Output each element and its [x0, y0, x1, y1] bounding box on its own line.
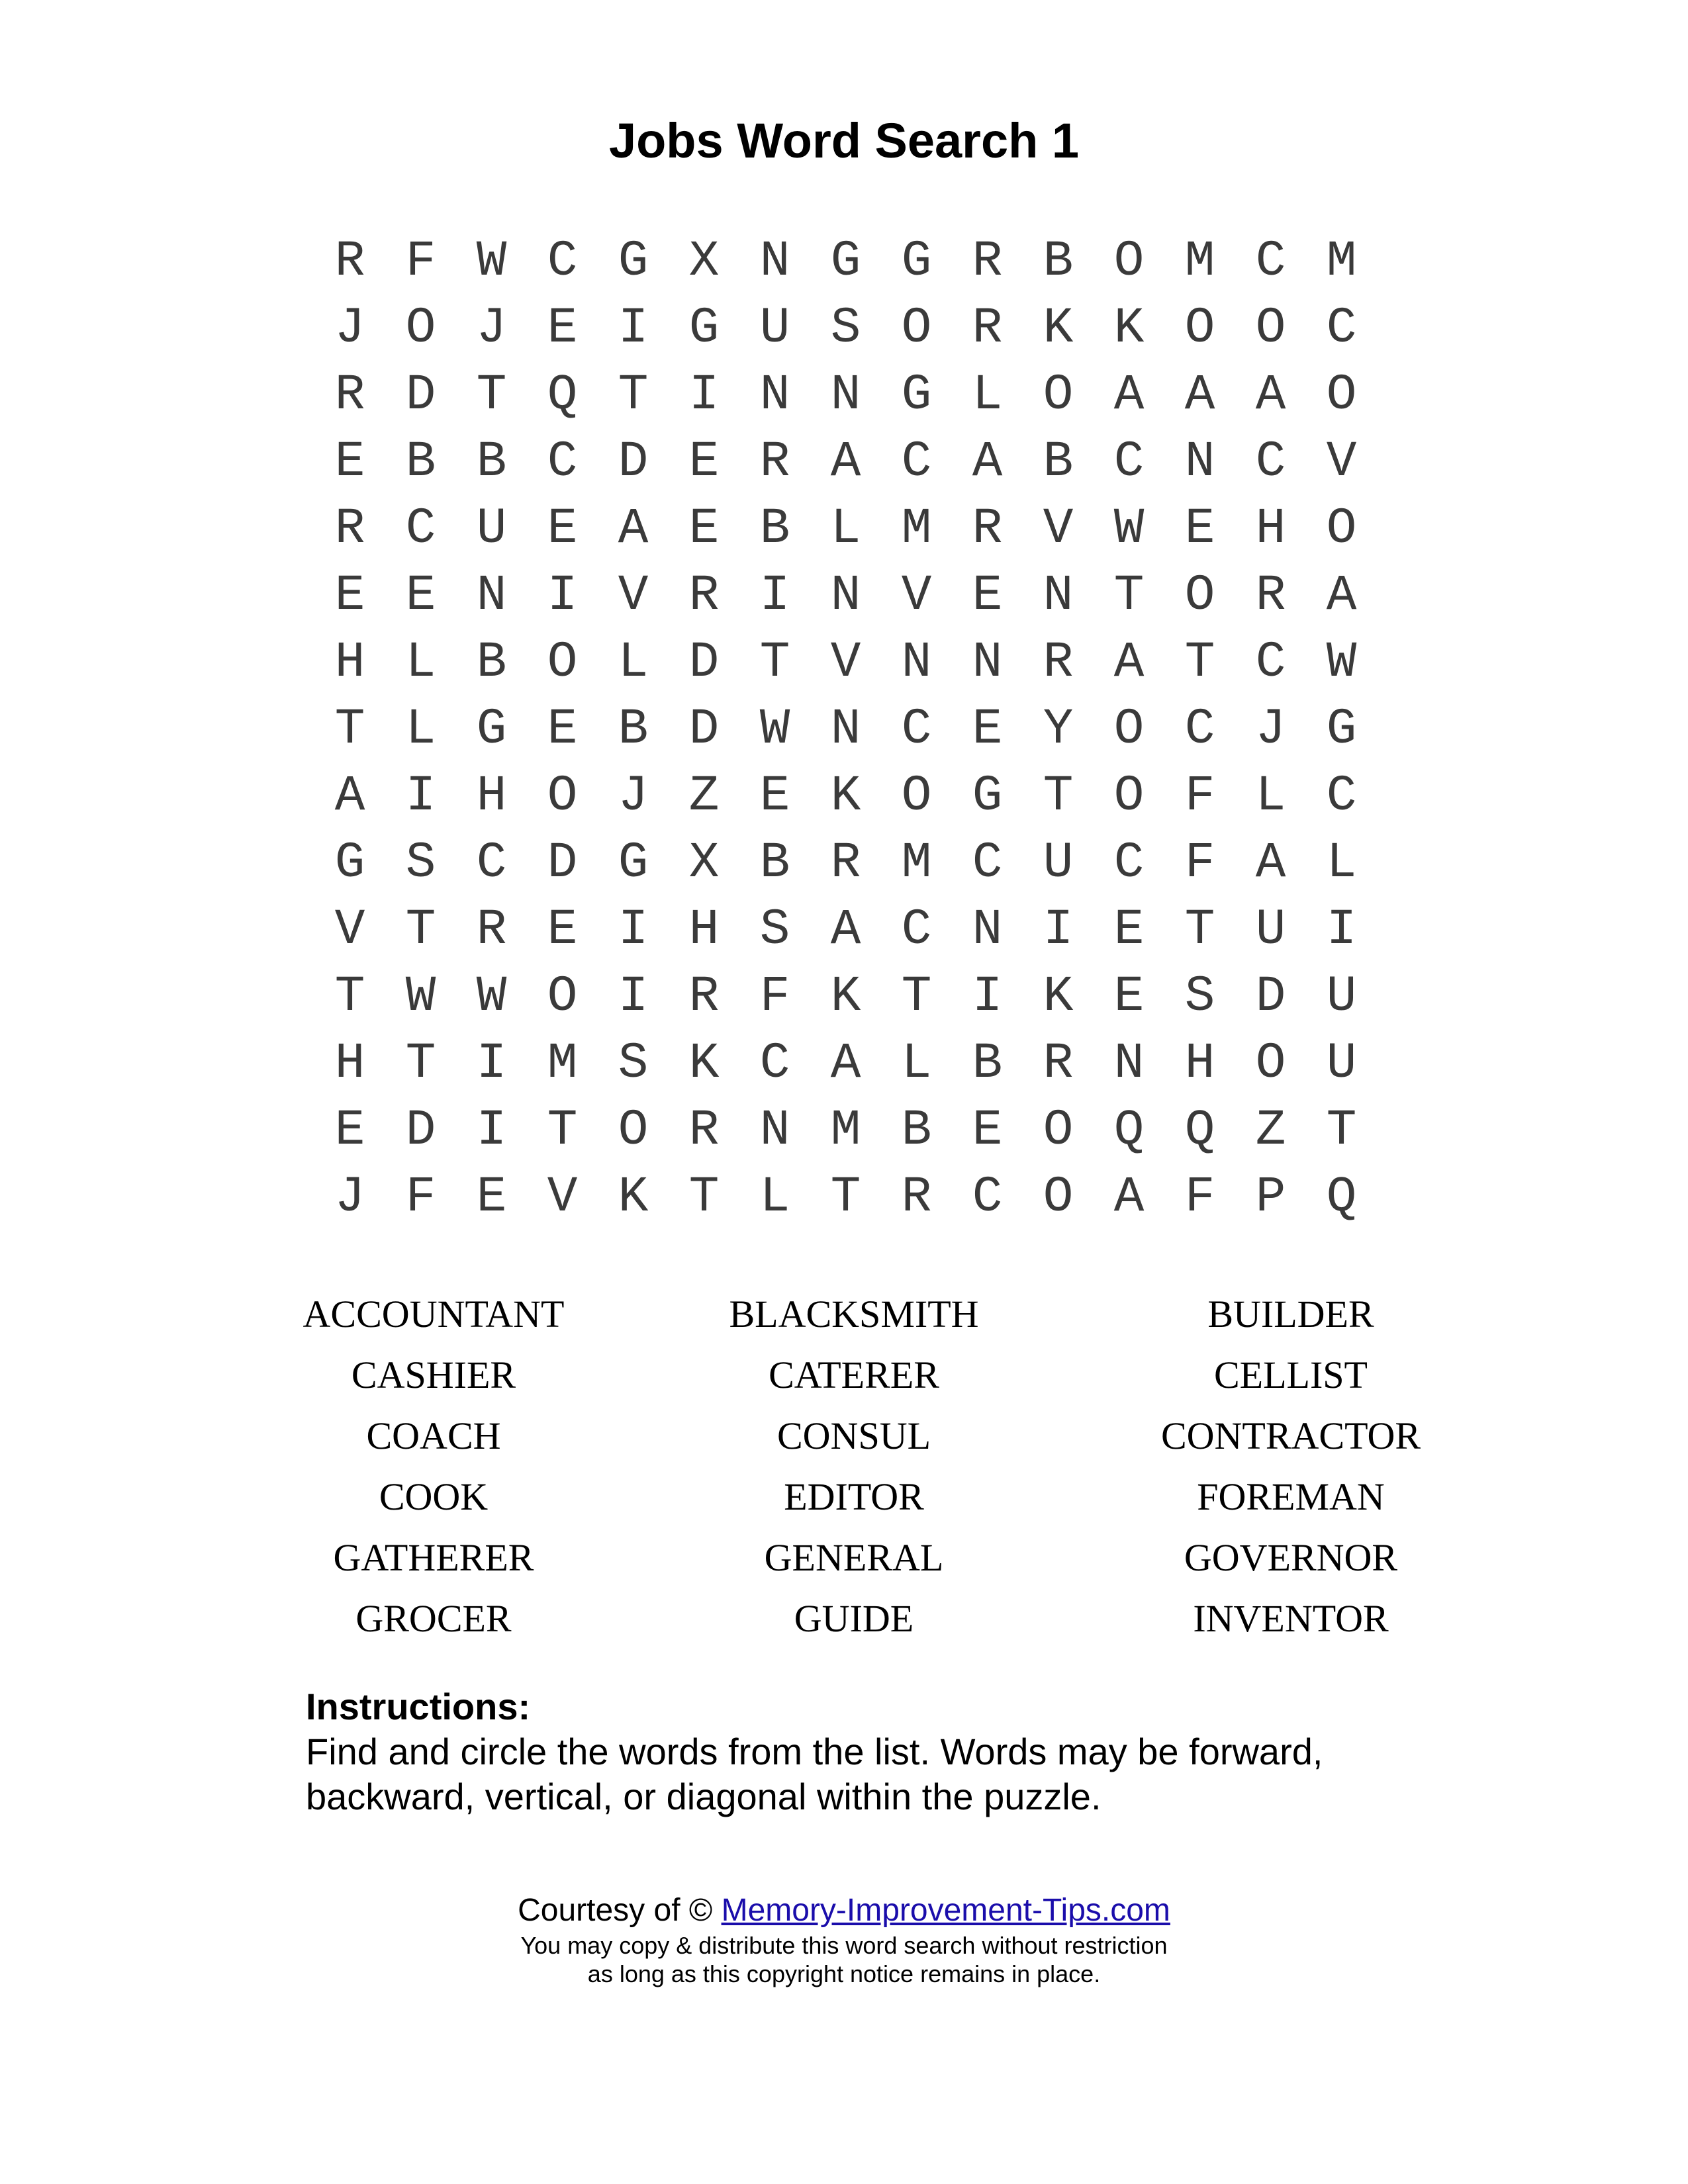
- grid-letter[interactable]: T: [1326, 1102, 1357, 1159]
- grid-letter[interactable]: F: [1184, 768, 1215, 825]
- grid-letter[interactable]: V: [1043, 500, 1074, 557]
- grid-letter[interactable]: C: [1255, 233, 1286, 290]
- grid-letter[interactable]: I: [547, 567, 578, 624]
- grid-letter[interactable]: F: [1184, 1169, 1215, 1226]
- grid-letter[interactable]: N: [830, 567, 861, 624]
- grid-letter[interactable]: J: [618, 768, 649, 825]
- grid-letter[interactable]: K: [1043, 968, 1074, 1025]
- grid-letter[interactable]: O: [1326, 367, 1357, 424]
- grid-letter[interactable]: T: [405, 901, 436, 958]
- word-list-item: EDITOR: [784, 1475, 924, 1518]
- grid-letter[interactable]: A: [1326, 567, 1357, 624]
- grid-letter[interactable]: L: [1326, 835, 1357, 891]
- grid-letter[interactable]: D: [547, 835, 578, 891]
- grid-letter[interactable]: A: [830, 1035, 861, 1092]
- grid-letter[interactable]: E: [405, 567, 436, 624]
- grid-letter[interactable]: V: [618, 567, 649, 624]
- grid-letter[interactable]: D: [405, 1102, 436, 1159]
- grid-letter[interactable]: I: [405, 768, 436, 825]
- word-list-item: GATHERER: [333, 1536, 534, 1579]
- grid-letter[interactable]: K: [688, 1035, 720, 1092]
- grid-letter[interactable]: E: [688, 433, 720, 490]
- grid-letter[interactable]: J: [334, 300, 365, 357]
- grid-letter[interactable]: W: [1326, 634, 1357, 691]
- grid-letter[interactable]: V: [334, 901, 365, 958]
- grid-letter[interactable]: N: [1184, 433, 1215, 490]
- grid-letter[interactable]: E: [972, 1102, 1003, 1159]
- grid-letter[interactable]: F: [1184, 835, 1215, 891]
- grid-letter[interactable]: R: [972, 233, 1003, 290]
- grid-letter[interactable]: O: [1255, 300, 1286, 357]
- grid-letter[interactable]: L: [618, 634, 649, 691]
- grid-letter[interactable]: G: [618, 835, 649, 891]
- grid-letter[interactable]: C: [1326, 768, 1357, 825]
- grid-letter[interactable]: N: [901, 634, 932, 691]
- grid-letter[interactable]: R: [1255, 567, 1286, 624]
- grid-letter[interactable]: N: [759, 1102, 790, 1159]
- grid-letter[interactable]: C: [547, 433, 578, 490]
- grid-letter[interactable]: D: [405, 367, 436, 424]
- grid-letter[interactable]: A: [972, 433, 1003, 490]
- grid-letter[interactable]: L: [405, 701, 436, 758]
- grid-letter[interactable]: I: [1326, 901, 1357, 958]
- grid-letter[interactable]: B: [618, 701, 649, 758]
- grid-letter[interactable]: I: [476, 1035, 507, 1092]
- grid-letter[interactable]: F: [759, 968, 790, 1025]
- copyright-note-line-2: as long as this copyright notice remains in place.: [587, 1960, 1101, 1987]
- grid-letter[interactable]: O: [901, 300, 932, 357]
- grid-letter[interactable]: I: [618, 901, 649, 958]
- grid-letter[interactable]: E: [547, 901, 578, 958]
- grid-letter[interactable]: Q: [1184, 1102, 1215, 1159]
- grid-letter[interactable]: N: [1113, 1035, 1145, 1092]
- grid-letter[interactable]: G: [901, 233, 932, 290]
- grid-letter[interactable]: U: [1326, 1035, 1357, 1092]
- grid-letter[interactable]: C: [1184, 701, 1215, 758]
- grid-letter[interactable]: S: [759, 901, 790, 958]
- word-list-item: BLACKSMITH: [729, 1293, 979, 1336]
- grid-letter[interactable]: Z: [688, 768, 720, 825]
- grid-letter[interactable]: T: [1113, 567, 1145, 624]
- courtesy-line: [0, 1890, 1688, 1931]
- grid-letter[interactable]: O: [1043, 1102, 1074, 1159]
- grid-letter[interactable]: C: [972, 835, 1003, 891]
- grid-letter[interactable]: E: [547, 300, 578, 357]
- grid-letter[interactable]: R: [759, 433, 790, 490]
- grid-letter[interactable]: A: [1113, 1169, 1145, 1226]
- grid-letter[interactable]: H: [334, 1035, 365, 1092]
- grid-letter[interactable]: L: [405, 634, 436, 691]
- page-title: Jobs Word Search 1: [608, 113, 1080, 168]
- grid-letter[interactable]: C: [1113, 433, 1145, 490]
- instructions-line-2: backward, vertical, or diagonal within the puzzle.: [306, 1776, 1102, 1817]
- grid-letter[interactable]: I: [476, 1102, 507, 1159]
- grid-letter[interactable]: M: [547, 1035, 578, 1092]
- grid-letter[interactable]: A: [618, 500, 649, 557]
- grid-letter[interactable]: O: [547, 634, 578, 691]
- grid-letter[interactable]: W: [759, 701, 790, 758]
- grid-letter[interactable]: H: [1184, 1035, 1215, 1092]
- grid-letter[interactable]: Q: [1113, 1102, 1145, 1159]
- grid-letter[interactable]: C: [405, 500, 436, 557]
- grid-letter[interactable]: A: [1255, 835, 1286, 891]
- grid-letter[interactable]: T: [547, 1102, 578, 1159]
- grid-letter[interactable]: G: [901, 367, 932, 424]
- word-list-item: GENERAL: [764, 1536, 944, 1579]
- grid-letter[interactable]: J: [334, 1169, 365, 1226]
- grid-letter[interactable]: E: [547, 500, 578, 557]
- grid-letter[interactable]: G: [334, 835, 365, 891]
- grid-letter[interactable]: W: [1113, 500, 1145, 557]
- word-list-item: BUILDER: [1207, 1293, 1374, 1336]
- instructions-heading: Instructions:: [306, 1686, 531, 1727]
- grid-letter[interactable]: S: [618, 1035, 649, 1092]
- grid-letter[interactable]: B: [1043, 433, 1074, 490]
- grid-letter[interactable]: B: [759, 500, 790, 557]
- grid-letter[interactable]: R: [972, 500, 1003, 557]
- grid-letter[interactable]: O: [1043, 1169, 1074, 1226]
- grid-letter[interactable]: R: [830, 835, 861, 891]
- grid-letter[interactable]: C: [1326, 300, 1357, 357]
- grid-letter[interactable]: R: [334, 500, 365, 557]
- grid-letter[interactable]: J: [1255, 701, 1286, 758]
- grid-letter[interactable]: I: [688, 367, 720, 424]
- grid-letter[interactable]: K: [830, 968, 861, 1025]
- grid-letter[interactable]: T: [618, 367, 649, 424]
- instructions-block: [306, 1684, 1431, 1819]
- word-list-item: GOVERNOR: [1184, 1536, 1398, 1579]
- word-list-item: INVENTOR: [1193, 1597, 1389, 1640]
- word-list-item: CASHIER: [351, 1353, 516, 1396]
- grid-letter[interactable]: T: [688, 1169, 720, 1226]
- grid-letter[interactable]: R: [334, 233, 365, 290]
- grid-letter[interactable]: O: [1184, 567, 1215, 624]
- grid-letter[interactable]: R: [1043, 634, 1074, 691]
- grid-letter[interactable]: M: [830, 1102, 861, 1159]
- grid-letter[interactable]: T: [1184, 901, 1215, 958]
- grid-letter[interactable]: V: [830, 634, 861, 691]
- grid-letter[interactable]: L: [830, 500, 861, 557]
- word-list-item: CELLIST: [1214, 1353, 1368, 1396]
- courtesy-prefix: Courtesy of ©: [518, 1893, 713, 1928]
- grid-letter[interactable]: O: [1113, 701, 1145, 758]
- grid-letter[interactable]: N: [972, 901, 1003, 958]
- word-list: [278, 1284, 1463, 1649]
- grid-letter[interactable]: S: [830, 300, 861, 357]
- grid-letter[interactable]: O: [901, 768, 932, 825]
- grid-letter[interactable]: O: [1184, 300, 1215, 357]
- footer: [0, 1890, 1688, 1988]
- grid-letter[interactable]: A: [1184, 367, 1215, 424]
- grid-letter[interactable]: O: [1326, 500, 1357, 557]
- word-list-item: GUIDE: [794, 1597, 914, 1640]
- grid-letter[interactable]: E: [547, 701, 578, 758]
- word-list-item: CATERER: [769, 1353, 939, 1396]
- grid-letter[interactable]: C: [1113, 835, 1145, 891]
- grid-letter[interactable]: K: [830, 768, 861, 825]
- grid-letter[interactable]: X: [688, 233, 720, 290]
- grid-letter[interactable]: G: [1326, 701, 1357, 758]
- grid-letter[interactable]: T: [901, 968, 932, 1025]
- grid-letter[interactable]: A: [1113, 634, 1145, 691]
- grid-letter[interactable]: T: [405, 1035, 436, 1092]
- grid-letter[interactable]: K: [1043, 300, 1074, 357]
- grid-letter[interactable]: C: [901, 701, 932, 758]
- grid-letter[interactable]: U: [476, 500, 507, 557]
- grid-letter[interactable]: F: [405, 233, 436, 290]
- grid-letter[interactable]: K: [618, 1169, 649, 1226]
- grid-letter[interactable]: E: [759, 768, 790, 825]
- grid-letter[interactable]: I: [759, 567, 790, 624]
- grid-letter[interactable]: H: [334, 634, 365, 691]
- grid-letter[interactable]: K: [1113, 300, 1145, 357]
- grid-letter[interactable]: S: [405, 835, 436, 891]
- grid-letter[interactable]: E: [476, 1169, 507, 1226]
- word-list-item: CONTRACTOR: [1160, 1414, 1421, 1457]
- grid-letter[interactable]: C: [1255, 433, 1286, 490]
- grid-letter[interactable]: W: [476, 233, 507, 290]
- grid-letter[interactable]: T: [830, 1169, 861, 1226]
- grid-letter[interactable]: B: [901, 1102, 932, 1159]
- grid-letter[interactable]: T: [1043, 768, 1074, 825]
- grid-letter[interactable]: F: [405, 1169, 436, 1226]
- word-list-item: GROCER: [355, 1597, 512, 1640]
- grid-letter[interactable]: R: [972, 300, 1003, 357]
- grid-letter[interactable]: C: [901, 901, 932, 958]
- grid-letter[interactable]: G: [830, 233, 861, 290]
- grid-letter[interactable]: A: [1255, 367, 1286, 424]
- word-list-item: ACCOUNTANT: [303, 1293, 565, 1336]
- grid-letter[interactable]: R: [476, 901, 507, 958]
- grid-letter[interactable]: E: [972, 701, 1003, 758]
- grid-letter[interactable]: A: [1113, 367, 1145, 424]
- grid-letter[interactable]: H: [688, 901, 720, 958]
- instructions-line-1: Find and circle the words from the list. Words may be forward,: [306, 1731, 1323, 1772]
- grid-letter[interactable]: L: [759, 1169, 790, 1226]
- grid-letter[interactable]: B: [476, 433, 507, 490]
- grid-letter[interactable]: N: [759, 367, 790, 424]
- grid-letter[interactable]: L: [972, 367, 1003, 424]
- grid-letter[interactable]: S: [1184, 968, 1215, 1025]
- grid-letter[interactable]: H: [476, 768, 507, 825]
- grid-letter[interactable]: M: [901, 835, 932, 891]
- grid-letter[interactable]: M: [1184, 233, 1215, 290]
- grid-letter[interactable]: P: [1255, 1169, 1286, 1226]
- grid-letter[interactable]: H: [1255, 500, 1286, 557]
- grid-letter[interactable]: U: [759, 300, 790, 357]
- grid-letter[interactable]: B: [405, 433, 436, 490]
- grid-letter[interactable]: E: [1113, 968, 1145, 1025]
- grid-letter[interactable]: G: [476, 701, 507, 758]
- grid-letter[interactable]: V: [1326, 433, 1357, 490]
- grid-letter[interactable]: E: [1184, 500, 1215, 557]
- grid-letter[interactable]: D: [688, 701, 720, 758]
- grid-letter[interactable]: J: [476, 300, 507, 357]
- grid-letter[interactable]: N: [1043, 567, 1074, 624]
- grid-letter[interactable]: B: [759, 835, 790, 891]
- grid-letter[interactable]: R: [688, 567, 720, 624]
- grid-letter[interactable]: O: [1255, 1035, 1286, 1092]
- grid-letter[interactable]: I: [1043, 901, 1074, 958]
- grid-letter[interactable]: Q: [547, 367, 578, 424]
- word-list-item: FOREMAN: [1197, 1475, 1385, 1518]
- grid-letter[interactable]: C: [547, 233, 578, 290]
- grid-letter[interactable]: V: [547, 1169, 578, 1226]
- grid-letter[interactable]: N: [972, 634, 1003, 691]
- grid-letter[interactable]: E: [334, 567, 365, 624]
- grid-letter[interactable]: M: [901, 500, 932, 557]
- grid-letter[interactable]: O: [547, 768, 578, 825]
- grid-letter[interactable]: E: [334, 433, 365, 490]
- word-list-item: COOK: [379, 1475, 489, 1518]
- grid-letter[interactable]: R: [334, 367, 365, 424]
- grid-letter[interactable]: O: [1043, 367, 1074, 424]
- word-list-item: CONSUL: [776, 1414, 931, 1457]
- grid-letter[interactable]: T: [476, 367, 507, 424]
- grid-letter[interactable]: M: [1326, 233, 1357, 290]
- grid-letter[interactable]: Y: [1043, 701, 1074, 758]
- letter-grid: [314, 228, 1377, 1231]
- grid-letter[interactable]: C: [972, 1169, 1003, 1226]
- grid-letter[interactable]: C: [759, 1035, 790, 1092]
- grid-letter[interactable]: O: [405, 300, 436, 357]
- grid-letter[interactable]: G: [972, 768, 1003, 825]
- grid-letter[interactable]: V: [901, 567, 932, 624]
- grid-letter[interactable]: O: [618, 1102, 649, 1159]
- grid-letter[interactable]: T: [334, 968, 365, 1025]
- grid-letter[interactable]: N: [830, 701, 861, 758]
- grid-letter[interactable]: C: [901, 433, 932, 490]
- copyright-note-line-1: You may copy & distribute this word search without restriction: [520, 1932, 1168, 1959]
- grid-letter[interactable]: L: [901, 1035, 932, 1092]
- grid-letter[interactable]: Q: [1326, 1169, 1357, 1226]
- grid-letter[interactable]: A: [830, 901, 861, 958]
- grid-letter[interactable]: C: [476, 835, 507, 891]
- grid-letter[interactable]: B: [1043, 233, 1074, 290]
- grid-letter[interactable]: T: [1184, 634, 1215, 691]
- grid-letter[interactable]: G: [688, 300, 720, 357]
- grid-letter[interactable]: U: [1326, 968, 1357, 1025]
- grid-letter[interactable]: T: [759, 634, 790, 691]
- grid-letter[interactable]: I: [618, 968, 649, 1025]
- grid-letter[interactable]: L: [1255, 768, 1286, 825]
- grid-letter[interactable]: E: [334, 1102, 365, 1159]
- grid-letter[interactable]: B: [476, 634, 507, 691]
- grid-letter[interactable]: N: [830, 367, 861, 424]
- grid-letter[interactable]: U: [1043, 835, 1074, 891]
- grid-letter[interactable]: I: [972, 968, 1003, 1025]
- word-list-item: COACH: [366, 1414, 501, 1457]
- grid-letter[interactable]: R: [901, 1169, 932, 1226]
- grid-letter[interactable]: N: [759, 233, 790, 290]
- grid-letter[interactable]: W: [476, 968, 507, 1025]
- grid-letter[interactable]: A: [334, 768, 365, 825]
- grid-letter[interactable]: B: [972, 1035, 1003, 1092]
- grid-letter[interactable]: E: [972, 567, 1003, 624]
- grid-letter[interactable]: E: [1113, 901, 1145, 958]
- grid-letter[interactable]: E: [688, 500, 720, 557]
- grid-letter[interactable]: G: [618, 233, 649, 290]
- grid-letter[interactable]: O: [1113, 768, 1145, 825]
- grid-letter[interactable]: T: [334, 701, 365, 758]
- grid-letter[interactable]: R: [688, 1102, 720, 1159]
- website-link[interactable]: Memory-Improvement-Tips.com: [721, 1893, 1170, 1928]
- grid-letter[interactable]: X: [688, 835, 720, 891]
- grid-letter[interactable]: D: [618, 433, 649, 490]
- grid-letter[interactable]: C: [1255, 634, 1286, 691]
- grid-letter[interactable]: Z: [1255, 1102, 1286, 1159]
- grid-letter[interactable]: O: [547, 968, 578, 1025]
- grid-letter[interactable]: U: [1255, 901, 1286, 958]
- grid-letter[interactable]: R: [688, 968, 720, 1025]
- grid-letter[interactable]: A: [830, 433, 861, 490]
- grid-letter[interactable]: O: [1113, 233, 1145, 290]
- grid-letter[interactable]: D: [1255, 968, 1286, 1025]
- grid-letter[interactable]: W: [405, 968, 436, 1025]
- grid-letter[interactable]: I: [618, 300, 649, 357]
- grid-letter[interactable]: R: [1043, 1035, 1074, 1092]
- grid-letter[interactable]: N: [476, 567, 507, 624]
- grid-letter[interactable]: D: [688, 634, 720, 691]
